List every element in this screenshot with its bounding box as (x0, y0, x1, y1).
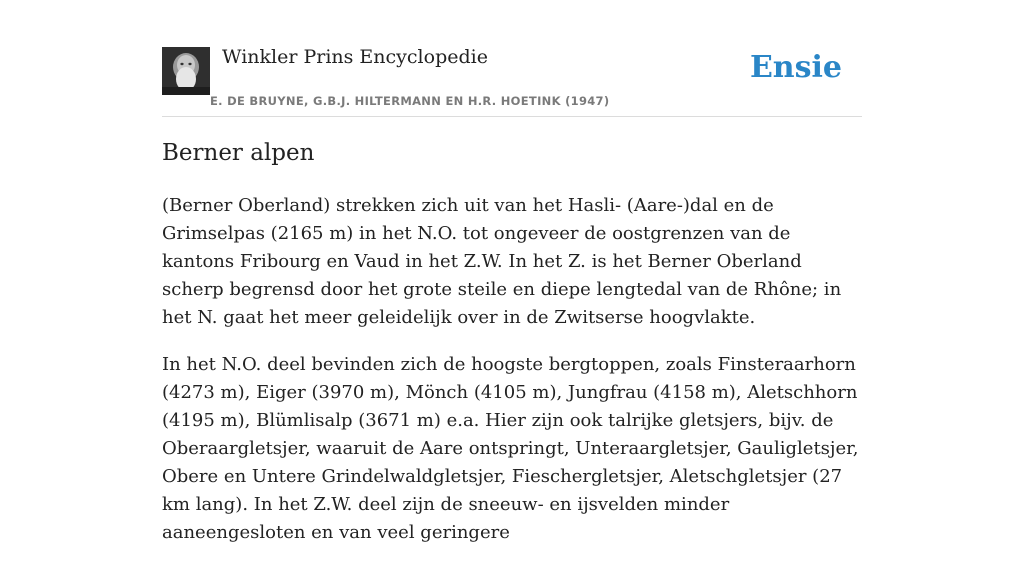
article-body (162, 192, 864, 566)
article-title: Berner alpen (162, 140, 315, 166)
source-title[interactable]: Winkler Prins Encyclopedie (222, 46, 488, 68)
portrait-image (162, 47, 210, 95)
article-paragraph: (Berner Oberland) strekken zich uit van het Hasli- (Aare-)dal en de Grimselpas (2165 m) in het N.O. tot ongeveer de oostgrenzen van de kantons Fribourg en Vaud in het Z.W. In het Z. is het Berner Oberland scherp begrensd door het grote steile en diepe lengtedal van de Rhône; in het N. gaat het meer geleidelijk over in de Zwitserse hoogvlakte. (162, 195, 842, 328)
source-authors: E. DE BRUYNE, G.B.J. HILTERMANN EN H.R. HOETINK (1947) (210, 94, 610, 108)
ensie-logo-link[interactable]: Ensie (749, 50, 842, 85)
site-header (162, 0, 862, 117)
author-portrait-avatar[interactable] (162, 47, 210, 95)
article-paragraph: In het N.O. deel bevinden zich de hoogste bergtoppen, zoals Finsteraarhorn (4273 m), Eiger (3970 m), Mönch (4105 m), Jungfrau (4158 m), Aletschhorn (4195 m), Blümlisalp (3671 m) e.a. Hier zijn ook talrijke gletsjers, bijv. de Oberaargletsjer, waaruit de Aare ontspringt, Unteraargletsjer, Gauligletsjer, Obere en Untere Grindelwaldgletsjer, Fieschergletsjer, Aletschgletsjer (27 km lang). In het Z.W. deel zijn de sneeuw- en ijsvelden minder aaneengesloten en van veel geringere (162, 354, 859, 543)
